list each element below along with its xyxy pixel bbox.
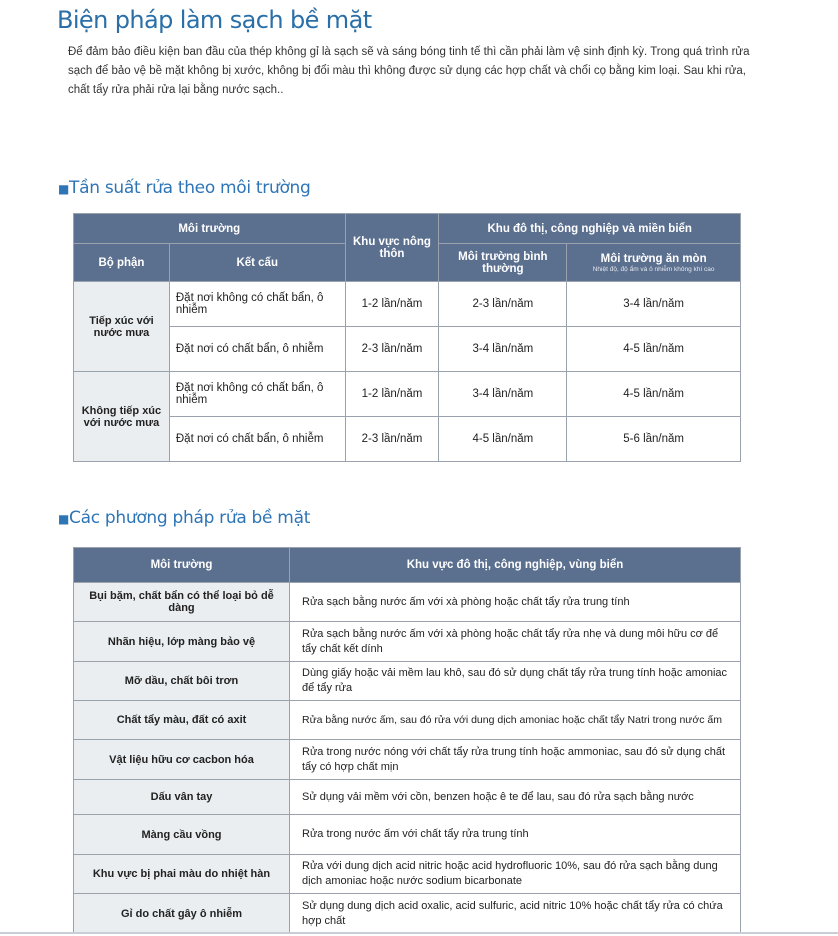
header-rural: Khu vực nông thôn [345, 214, 439, 282]
bullet-square-icon: ■ [58, 512, 70, 526]
header-normal-env: Môi trường bình thường [439, 244, 567, 282]
normal-cell: 3-4 lần/năm [439, 372, 567, 417]
bottom-divider [0, 932, 838, 934]
method-environment: Gỉ do chất gây ô nhiễm [74, 894, 290, 934]
corrosive-note: Nhiệt độ, độ ẩm và ô nhiễm không khí cao [592, 265, 715, 273]
normal-cell: 4-5 lần/năm [439, 417, 567, 462]
method-description: Sử dụng dung dịch acid oxalic, acid sulfuric, acid nitric 10% hoặc chất tẩy rửa có chứa hợp chất [290, 894, 741, 934]
normal-cell: 2-3 lần/năm [439, 282, 567, 327]
corrosive-cell: 4-5 lần/năm [567, 372, 741, 417]
method-environment: Mỡ dầu, chất bôi trơn [74, 662, 290, 701]
header-structure: Kết cấu [169, 244, 345, 282]
methods-header-area: Khu vực đô thị, công nghiệp, vùng biển [290, 548, 741, 583]
structure-cell: Đặt nơi có chất bẩn, ô nhiễm [169, 417, 345, 462]
part-no-rain-contact: Không tiếp xúc với nước mưa [74, 372, 170, 462]
method-description: Rửa trong nước nóng với chất tẩy rửa trung tính hoặc ammoniac, sau đó sử dụng chất tẩy có hợp chất mịn [290, 740, 741, 780]
rural-cell: 2-3 lần/năm [345, 327, 439, 372]
bullet-square-icon: ■ [58, 182, 70, 196]
section-frequency-heading [58, 178, 311, 198]
method-description: Rửa sạch bằng nước ấm với xà phòng hoặc chất tẩy rửa trung tính [290, 583, 741, 622]
rural-cell: 1-2 lần/năm [345, 282, 439, 327]
corrosive-cell: 3-4 lần/năm [567, 282, 741, 327]
rural-cell: 1-2 lần/năm [345, 372, 439, 417]
method-environment: Bụi bặm, chất bẩn có thể loại bỏ dễ dàng [74, 583, 290, 622]
method-description: Sử dụng vải mềm với cồn, benzen hoặc ê te để lau, sau đó rửa sạch bằng nước [290, 780, 741, 815]
section-methods-heading [58, 508, 310, 528]
method-environment: Dấu vân tay [74, 780, 290, 815]
corrosive-cell: 5-6 lần/năm [567, 417, 741, 462]
method-description: Rửa trong nước ấm với chất tẩy rửa trung tính [290, 815, 741, 855]
method-environment: Màng cầu vồng [74, 815, 290, 855]
rural-cell: 2-3 lần/năm [345, 417, 439, 462]
header-corrosive-env [567, 244, 741, 282]
method-environment: Vật liệu hữu cơ cacbon hóa [74, 740, 290, 780]
method-description: Dùng giấy hoặc vải mềm lau khô, sau đó sử dụng chất tẩy rửa trung tính hoặc amoniac để tẩy rửa [290, 662, 741, 701]
header-environment: Môi trường [74, 214, 346, 244]
frequency-table [73, 213, 741, 462]
intro-paragraph: Để đảm bảo điều kiện ban đầu của thép không gỉ là sạch sẽ và sáng bóng tinh tế thì cần phải làm vệ sinh định kỳ. Trong quá trình rửa sạch để bảo vệ bề mặt không bị xước, không bị đổi màu thì không được sử dụng các hợp chất và chổi cọ bằng kim loại. Sau khi rửa, chất tẩy rửa phải rửa lại bằng nước sạch.. [68, 46, 750, 96]
section-frequency-title: Tần suất rửa theo môi trường [69, 178, 311, 198]
methods-table [73, 547, 741, 934]
structure-cell: Đặt nơi có chất bẩn, ô nhiễm [169, 327, 345, 372]
method-description: Rửa với dung dịch acid nitric hoặc acid hydrofluoric 10%, sau đó rửa sạch bằng dung dịch amoniac hoặc nước sodium bicarbonate [290, 855, 741, 894]
corrosive-cell: 4-5 lần/năm [567, 327, 741, 372]
header-urban: Khu đô thị, công nghiệp và miền biển [439, 214, 741, 244]
structure-cell: Đặt nơi không có chất bẩn, ô nhiễm [169, 282, 345, 327]
method-environment: Khu vực bị phai màu do nhiệt hàn [74, 855, 290, 894]
normal-cell: 3-4 lần/năm [439, 327, 567, 372]
page-title: Biện pháp làm sạch bề mặt [57, 6, 372, 34]
method-environment: Chất tẩy màu, đất có axit [74, 701, 290, 740]
methods-header-environment: Môi trường [74, 548, 290, 583]
part-rain-contact: Tiếp xúc với nước mưa [74, 282, 170, 372]
method-environment: Nhãn hiệu, lớp màng bảo vệ [74, 622, 290, 662]
method-description: Rửa bằng nước ấm, sau đó rửa với dung dịch amoniac hoặc chất tẩy Natri trong nước ấm [290, 701, 741, 740]
method-description: Rửa sạch bằng nước ấm với xà phòng hoặc chất tẩy rửa nhẹ và dung môi hữu cơ để tẩy chất kết dính [290, 622, 741, 662]
structure-cell: Đặt nơi không có chất bẩn, ô nhiễm [169, 372, 345, 417]
header-part: Bộ phận [74, 244, 170, 282]
corrosive-label: Môi trường ăn mòn [600, 252, 707, 265]
section-methods-title: Các phương pháp rửa bề mặt [69, 508, 311, 528]
